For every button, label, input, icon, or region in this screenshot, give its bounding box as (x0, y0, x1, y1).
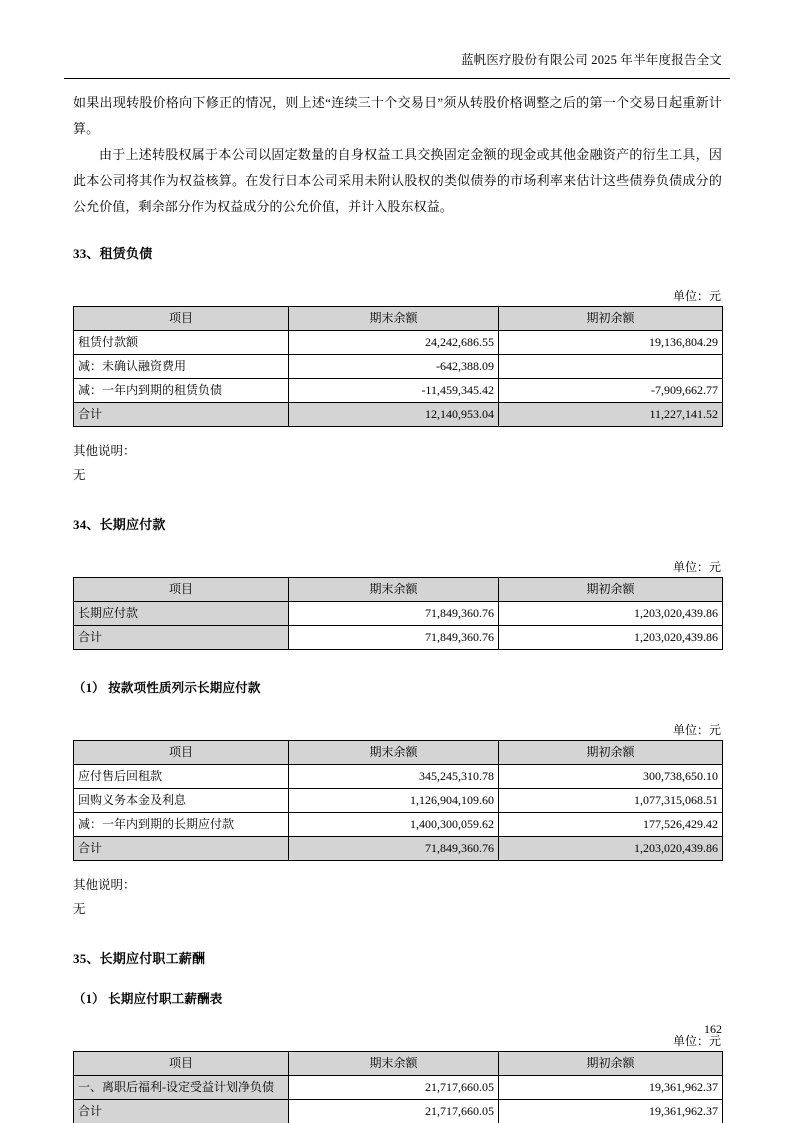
column-header-item: 项目 (74, 1052, 289, 1076)
spacer (73, 427, 722, 439)
row-ending-balance: -11,459,345.42 (289, 379, 499, 403)
row-ending-balance: 1,400,300,059.62 (289, 813, 499, 837)
other-note-label-33: 其他说明： (73, 444, 136, 458)
row-label: 合计 (74, 1100, 289, 1123)
column-header-beginning: 期初余额 (499, 307, 723, 331)
unit-label-payables-by-nature: 单位：元 (672, 723, 721, 737)
table-row (74, 379, 723, 403)
other-note-label-34-1: 其他说明： (73, 878, 136, 892)
row-label: 合计 (74, 403, 289, 427)
header-divider-rule (64, 78, 730, 79)
section-heading-lease-liabilities: 33、租赁负债 (73, 246, 153, 261)
row-label: 合计 (74, 837, 289, 861)
page-number: 162 (704, 1022, 722, 1036)
table-long-term-employee-benefits (73, 1051, 723, 1123)
other-note-value-33: 无 (73, 468, 86, 482)
row-ending-balance: 71,849,360.76 (289, 837, 499, 861)
row-label: 长期应付款 (74, 602, 289, 626)
row-beginning-balance: 177,526,429.42 (499, 813, 723, 837)
column-header-beginning: 期初余额 (499, 741, 723, 765)
table-row (74, 1076, 723, 1100)
column-header-item: 项目 (74, 307, 289, 331)
row-ending-balance: 21,717,660.05 (289, 1076, 499, 1100)
column-header-item: 项目 (74, 578, 289, 602)
row-beginning-balance: 11,227,141.52 (499, 403, 723, 427)
column-header-ending: 期末余额 (289, 578, 499, 602)
row-beginning-balance: 1,077,315,068.51 (499, 789, 723, 813)
spacer (73, 921, 722, 947)
row-ending-balance: 71,849,360.76 (289, 602, 499, 626)
table-lease-liabilities (73, 306, 723, 427)
row-label: 租赁付款额 (74, 331, 289, 355)
table-row (74, 789, 723, 813)
row-beginning-balance: 1,203,020,439.86 (499, 602, 723, 626)
column-header-beginning: 期初余额 (499, 578, 723, 602)
spacer (73, 487, 722, 513)
spacer (73, 650, 722, 676)
row-label: 减：一年内到期的租赁负债 (74, 379, 289, 403)
spacer (73, 861, 722, 873)
column-header-beginning: 期初余额 (499, 1052, 723, 1076)
row-ending-balance: -642,388.09 (289, 355, 499, 379)
table-row (74, 355, 723, 379)
row-beginning-balance: 19,361,962.37 (499, 1076, 723, 1100)
table-payables-by-nature (73, 740, 723, 861)
row-ending-balance: 345,245,310.78 (289, 765, 499, 789)
row-beginning-balance (499, 355, 723, 379)
row-label: 减：一年内到期的长期应付款 (74, 813, 289, 837)
row-label: 合计 (74, 626, 289, 650)
row-ending-balance: 71,849,360.76 (289, 626, 499, 650)
unit-label-employee-benefits: 单位：元 (672, 1034, 721, 1048)
table-header-row (74, 741, 723, 765)
subsection-heading-payables-by-nature: （1） 按款项性质列示长期应付款 (73, 681, 261, 695)
spacer (73, 700, 722, 720)
table-row (74, 765, 723, 789)
spacer (73, 537, 722, 557)
table-long-term-payables (73, 577, 723, 650)
table-row (74, 626, 723, 650)
table-row (74, 331, 723, 355)
row-beginning-balance: -7,909,662.77 (499, 379, 723, 403)
row-beginning-balance: 19,136,804.29 (499, 331, 723, 355)
spacer (73, 266, 722, 286)
row-ending-balance: 21,717,660.05 (289, 1100, 499, 1123)
row-beginning-balance: 1,203,020,439.86 (499, 837, 723, 861)
unit-label-lease-liabilities: 单位：元 (672, 289, 721, 303)
row-label: 减：未确认融资费用 (74, 355, 289, 379)
running-header: 蓝帆医疗股份有限公司 2025 年半年度报告全文 (460, 53, 722, 67)
table-header-row (74, 307, 723, 331)
spacer (73, 220, 722, 242)
table-header-row (74, 578, 723, 602)
column-header-ending: 期末余额 (289, 307, 499, 331)
paragraph-convertible-reset: 如果出现转股价格向下修正的情况，则上述“连续三十个交易日”须从转股价格调整之后的第一个交易日起重新计算。 (73, 95, 722, 136)
table-total-row (74, 403, 723, 427)
row-ending-balance: 24,242,686.55 (289, 331, 499, 355)
row-beginning-balance: 300,738,650.10 (499, 765, 723, 789)
column-header-ending: 期末余额 (289, 1052, 499, 1076)
page-content (73, 90, 722, 1123)
row-beginning-balance: 19,361,962.37 (499, 1100, 723, 1123)
row-beginning-balance: 1,203,020,439.86 (499, 626, 723, 650)
row-ending-balance: 1,126,904,109.60 (289, 789, 499, 813)
spacer (73, 971, 722, 987)
table-row (74, 602, 723, 626)
row-label: 应付售后回租款 (74, 765, 289, 789)
section-heading-long-term-employee-benefits: 35、长期应付职工薪酬 (73, 951, 206, 966)
row-ending-balance: 12,140,953.04 (289, 403, 499, 427)
paragraph-equity-classification: 由于上述转股权属于本公司以固定数量的自身权益工具交换固定金额的现金或其他金融资产的衍生工具，因此本公司将其作为权益核算。在发行日本公司采用未附认股权的类似债券的市场利率来估计这些债券负债成分的公允价值，剩余部分作为权益成分的公允价值，并计入股东权益。 (73, 147, 722, 214)
unit-label-long-term-payables: 单位：元 (672, 560, 721, 574)
column-header-ending: 期末余额 (289, 741, 499, 765)
subsection-heading-employee-benefits-schedule: （1） 长期应付职工薪酬表 (73, 992, 223, 1006)
table-header-row (74, 1052, 723, 1076)
row-label: 回购义务本金及利息 (74, 789, 289, 813)
other-note-value-34-1: 无 (73, 902, 86, 916)
table-row (74, 1100, 723, 1123)
row-label: 一、离职后福利-设定受益计划净负债 (74, 1076, 289, 1100)
table-total-row (74, 837, 723, 861)
section-heading-long-term-payables: 34、长期应付款 (73, 517, 166, 532)
column-header-item: 项目 (74, 741, 289, 765)
table-row (74, 813, 723, 837)
